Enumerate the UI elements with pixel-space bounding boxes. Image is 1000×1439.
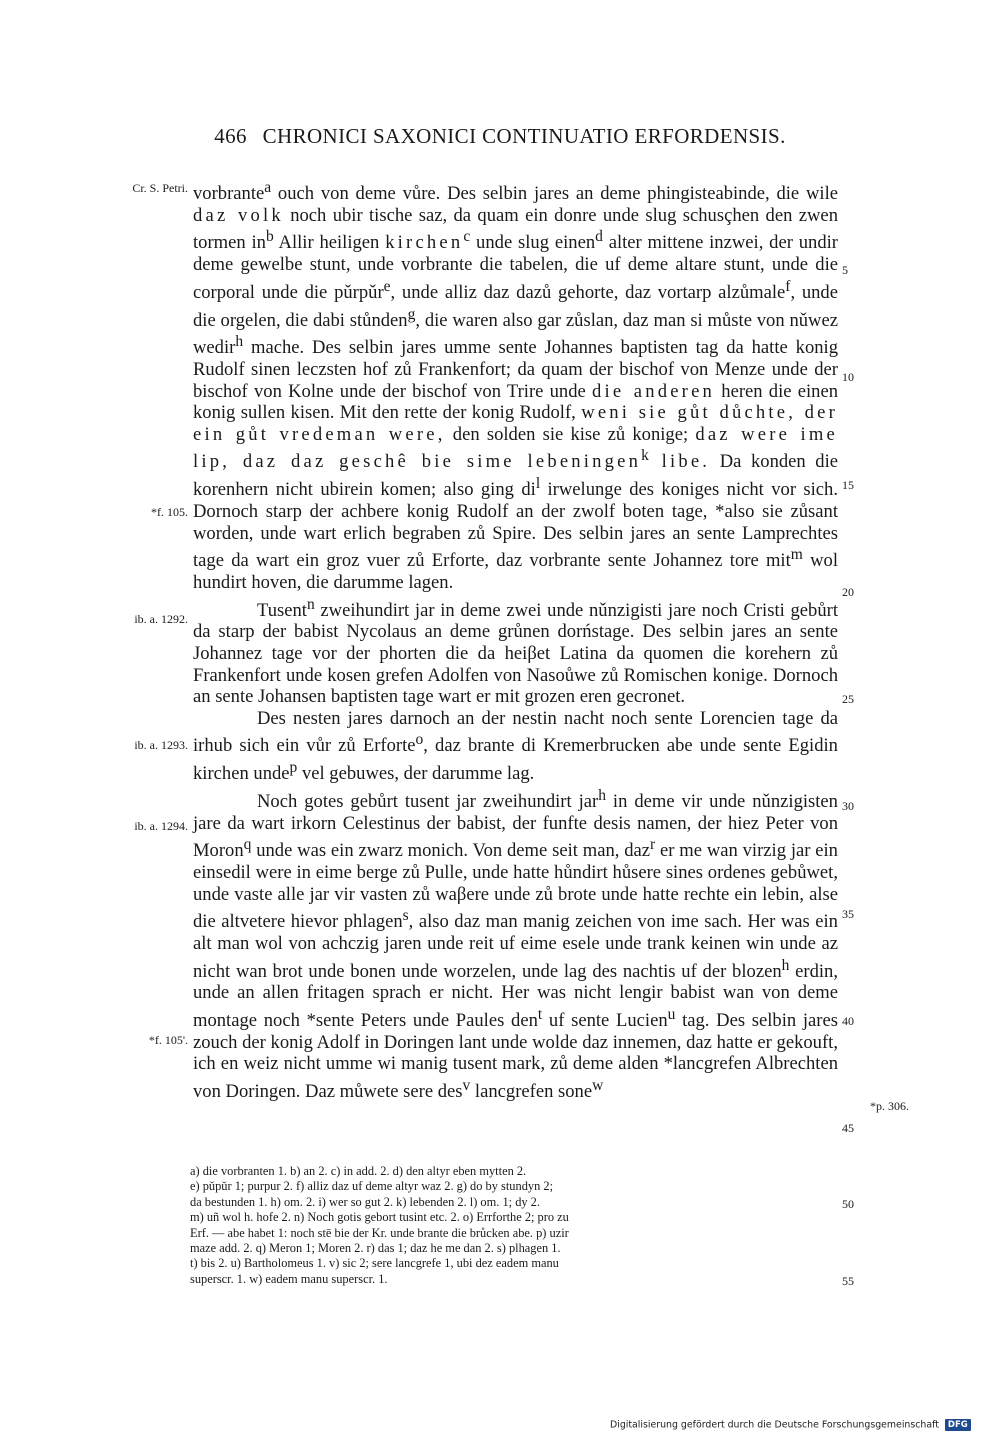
text-run: den solden sie kise zů konige; bbox=[445, 423, 696, 445]
text-run: noch ubir tische saz, da quam ein donre unde slug schusçhen den zwen tormen in bbox=[193, 204, 838, 254]
spaced-text: libe. bbox=[648, 451, 711, 473]
text-run: irwelunge des koniges nicht vor sich. Dornoch starp der achbere konig Rudolf an der zwolf boten tage, *also sie zůsant worden, unde wart erlich begraben zů Spire. Des selbin jares an sente Lamprechtes tage da wart ein groz vuer zů Erforte, daz vorbrante sente Johannez tore mit bbox=[193, 479, 839, 572]
line-number: 30 bbox=[842, 799, 854, 813]
line-number: 35 bbox=[842, 907, 854, 921]
text-run: lancgrefen sone bbox=[470, 1081, 593, 1103]
page-number: 466 bbox=[214, 124, 247, 148]
footnote-ref: c bbox=[463, 228, 471, 246]
footnote-ref: b bbox=[265, 228, 274, 246]
text-run: er me wan virzig jar ein einsedil were in eime berge zů Pulle, unde hatte hůndirt hůsere sines ordenes gebůwet, unde vaste alle jar vir vasten zů waβere unde zů brote unde hatte rechte ein lebin, alse die altvetere hievor phlagen bbox=[193, 840, 838, 933]
text-run: heren die einen konig sullen kisen. Mit den rette der konig Rudolf, bbox=[193, 380, 839, 424]
text-run: mache. Des selbin jares umme sente Johannes baptisten tag da hatte konig Rudolf sinen leczsten hof zů Frankenfort; da quam der bischof von Menze unde der bischof von Kolne unde der bischof von Trire unde bbox=[193, 337, 838, 402]
footnote-ref: a bbox=[264, 179, 272, 196]
page-title: CHRONICI SAXONICI CONTINUATIO ERFORDENSIS. bbox=[262, 124, 786, 148]
line-number: 40 bbox=[842, 1014, 854, 1028]
text-run: vorbrante bbox=[193, 183, 265, 205]
text-run: Noch gotes gebůrt tusent jar zweihundirt jar bbox=[257, 791, 599, 813]
paragraph-4 bbox=[193, 785, 838, 1103]
footnote-ref: o bbox=[415, 731, 424, 749]
spaced-text: weni sie gůt důchte, der ein gůt vredeman were, bbox=[193, 402, 838, 445]
line-number: 25 bbox=[842, 692, 854, 706]
margin-note-year-1293: ib. a. 1293. bbox=[134, 738, 188, 752]
paragraph-1 bbox=[193, 177, 838, 594]
footnote-ref: l bbox=[535, 475, 541, 493]
paragraph-2 bbox=[193, 594, 838, 708]
spaced-text: die anderen bbox=[592, 380, 716, 402]
footnote-ref: w bbox=[592, 1076, 604, 1094]
text-run: , unde die orgelen, die dabi stůnden bbox=[193, 281, 838, 331]
footnote-ref: p bbox=[289, 759, 298, 777]
footnote-line: a) die vorbranten 1. b) an 2. c) in add. 2. d) den altyr eben mytten 2. bbox=[190, 1164, 527, 1178]
margin-note-source: Cr. S. Petri. bbox=[132, 181, 188, 195]
footnote-ref: g bbox=[407, 305, 416, 323]
spaced-text: kirchen bbox=[385, 232, 464, 254]
margin-note-page: *p. 306. bbox=[870, 1099, 909, 1113]
footnote-ref: h bbox=[598, 786, 606, 804]
line-number: 55 bbox=[842, 1274, 854, 1288]
footnote-ref: t bbox=[537, 1006, 543, 1023]
text-run: unde was ein zwarz monich. Von deme seit man, daz bbox=[251, 840, 651, 862]
page-header bbox=[0, 124, 1000, 149]
line-number: 15 bbox=[842, 478, 854, 492]
text-run: Da konden die korenhern nicht ubirein komen; also ging di bbox=[193, 451, 838, 501]
footnote-ref: m bbox=[790, 546, 803, 564]
spaced-text: daz were ime lip, daz daz geschê bie sime lebeningen bbox=[193, 423, 838, 473]
text-run: zweihundirt jar in deme zwei unde nǔnzigisti jare noch Cristi gebůrt da starp der babist Nycolaus an deme grůnen dorństage. Des selbin jares an sente Johannez tage vor der phorten die da heiβet Latina da quomen die korehern zů Frankenfort unde kosen grefen Adolfen von Nasoůwe zů Romischen konige. Dornoch an sente Johansen baptisten tage wart er mit grozen eren gecronet. bbox=[193, 599, 838, 708]
line-number: 10 bbox=[842, 370, 854, 384]
footnote-ref: f bbox=[785, 277, 791, 295]
footnote-line: m) uñ wol h. hofe 2. n) Noch gotis gebort tusint etc. 2. o) Errforthe 2; pro zu bbox=[190, 1210, 569, 1225]
text-run: vel gebuwes, der darumme lag. bbox=[297, 763, 535, 785]
footnote-line: e) pǔpǔr 1; purpur 2. f) alliz daz uf deme altyr waz 2. g) do by stundyn 2; bbox=[190, 1179, 554, 1194]
text-run: , die waren also gar zůslan, daz man si můste von nǔwez wedir bbox=[193, 309, 838, 359]
line-number: 5 bbox=[842, 263, 848, 277]
footnote-ref: h bbox=[781, 956, 790, 974]
text-run: Tusent bbox=[257, 599, 307, 621]
text-run: tag. Des selbin jares zouch der konig Adolf in Doringen lant unde wolde daz innemen, daz hatte er gekouft, ich en weiz nicht umme wi manig tusent mark, zů deme alden *lancgrefen Albrechten von Doringen. Daz můwete sere des bbox=[193, 1010, 838, 1103]
line-number: 50 bbox=[842, 1197, 854, 1211]
text-run: uf sente Lucien bbox=[542, 1010, 668, 1032]
footnote-ref: h bbox=[235, 333, 244, 351]
paragraph-3 bbox=[193, 708, 838, 785]
text-run: , daz brante di Kremerbrucken abe unde sente Egidin kirchen unde bbox=[193, 735, 838, 785]
line-number: 45 bbox=[842, 1121, 854, 1135]
footnote-ref: u bbox=[667, 1006, 676, 1023]
text-run: wol hundirt hoven, die darumme lagen. bbox=[193, 550, 838, 593]
text-run: unde slug einen bbox=[470, 232, 596, 254]
margin-note-folio-2: *f. 105'. bbox=[148, 1033, 188, 1047]
footnote-ref: d bbox=[595, 228, 603, 246]
text-run: Des nesten jares darnoch an der nestin nacht noch sente Lorencien tage da irhub sich ein vůr zů Erforte bbox=[193, 707, 838, 757]
text-run: , unde alliz daz dazů gehorte, daz vortarp alzůmale bbox=[390, 281, 786, 303]
credit-text: Digitalisierung gefördert durch die Deutsche Forschungsgemeinschaft bbox=[610, 1419, 939, 1431]
footnote-ref: n bbox=[306, 595, 315, 613]
footnote-ref: r bbox=[650, 836, 656, 854]
text-run: , also daz man manig zeichen von ime sach. Her was ein alt man wol von achczig jaren unde reit uf eime esele unde trank keinen win unde az nicht wan brot unde bonen unde worzelen, unde lag des nachtis uf der blozen bbox=[193, 911, 838, 982]
margin-note-folio: *f. 105. bbox=[151, 505, 188, 519]
footnote-ref: k bbox=[641, 447, 649, 465]
footnote-ref: v bbox=[462, 1076, 471, 1094]
footnote-line: t) bis 2. u) Bartholomeus 1. v) sic 2; sere lancgrefe 1, ubi dez eadem manu bbox=[190, 1256, 559, 1271]
footnote-line: maze add. 2. q) Meron 1; Moren 2. r) das 1; daz he me dan 2. s) plhagen 1. bbox=[190, 1241, 561, 1256]
spaced-text: daz volk bbox=[193, 204, 284, 226]
footnote-ref: q bbox=[243, 836, 252, 854]
dfg-logo-icon: DFG bbox=[945, 1419, 971, 1431]
footnote-line: Erf. — abe habet 1: noch stē bie der Kr. unde brante die brůcken abe. p) uzir bbox=[190, 1225, 569, 1240]
text-run: alter mittene inzwei, der undir deme gewelbe stunt, unde vorbrante die tabelen, die uf deme altare stunt, unde die corporal unde die pǔrpǔr bbox=[193, 232, 838, 303]
footnote-line: superscr. 1. w) eadem manu superscr. 1. bbox=[190, 1271, 388, 1286]
footnote-line: da bestunden 1. h) om. 2. i) wer so gut 2. k) lebenden 2. l) om. 1; dy 2. bbox=[190, 1194, 540, 1209]
line-number: 20 bbox=[842, 585, 854, 599]
text-run: Allir heiligen bbox=[273, 232, 386, 254]
footnote-ref: e bbox=[383, 277, 391, 295]
text-run: in deme vir unde nǔnzigisten jare da wart irkorn Celestinus der babist, der funfte desis namen, der hiez Peter von Moron bbox=[193, 791, 838, 862]
margin-note-year-1292: ib. a. 1292. bbox=[134, 612, 188, 626]
digitization-credit bbox=[610, 1419, 990, 1431]
margin-note-year-1294: ib. a. 1294. bbox=[134, 819, 188, 833]
footnote-ref: s bbox=[402, 907, 409, 925]
main-text bbox=[193, 177, 838, 1103]
footnotes bbox=[190, 1164, 840, 1287]
text-run: erdin, unde an allen fritagen sprach er nicht. Her was nicht lengir babist wan von deme montage noch *sente Peters unde Paules den bbox=[193, 960, 838, 1032]
text-run: ouch von deme vůre. Des selbin jares an deme phingisteabinde, die wile bbox=[271, 183, 838, 205]
